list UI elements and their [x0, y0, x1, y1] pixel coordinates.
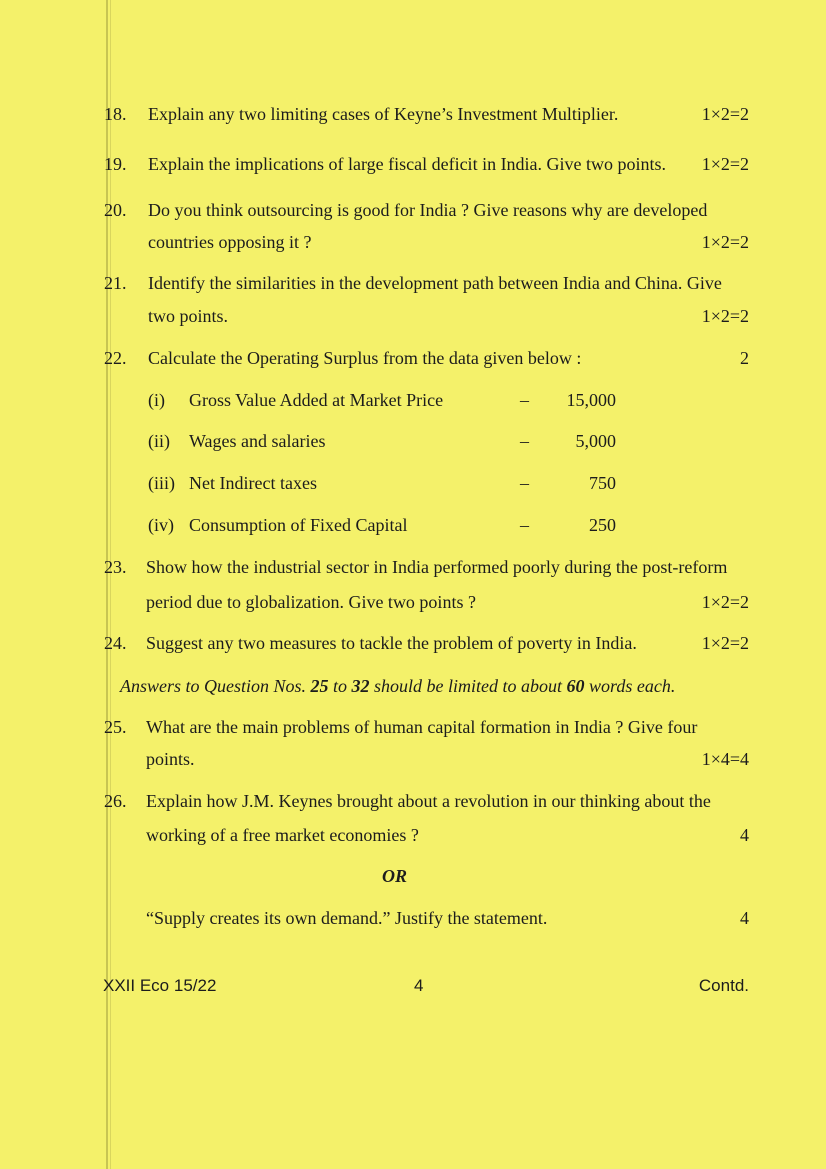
question-number: 24. [104, 633, 127, 653]
item-roman: (i) [148, 390, 165, 410]
question-number: 20. [104, 200, 127, 220]
item-dash: – [520, 473, 529, 493]
instruction-from: 25 [310, 676, 329, 696]
paper-code: XXII Eco 15/22 [103, 976, 217, 995]
question-number: 26. [104, 791, 127, 811]
question-marks: 4 [740, 825, 749, 845]
instruction-text: to [328, 676, 352, 696]
item-label: Net Indirect taxes [189, 473, 317, 493]
question-text: Calculate the Operating Surplus from the data given below : [148, 348, 582, 368]
question-marks: 1×2=2 [701, 104, 749, 124]
continued-label: Contd. [698, 976, 749, 995]
question-number: 23. [104, 557, 127, 577]
question-marks: 1×2=2 [701, 592, 749, 612]
question-marks: 1×2=2 [701, 633, 749, 653]
item-label: Consumption of Fixed Capital [189, 515, 408, 535]
item-value: 5,000 [575, 431, 616, 451]
question-text: Suggest any two measures to tackle the problem of poverty in India. [146, 633, 637, 653]
instruction-words: 60 [566, 676, 585, 696]
question-number: 19. [104, 154, 127, 174]
question-marks: 1×2=2 [701, 232, 749, 252]
item-dash: – [520, 515, 529, 535]
item-value: 250 [589, 515, 616, 535]
question-text: Show how the industrial sector in India performed poorly during the post-reform [146, 557, 728, 577]
question-text-cont: points. [146, 749, 195, 769]
item-label: Wages and salaries [189, 431, 326, 451]
section-instruction [120, 676, 675, 697]
question-text: Do you think outsourcing is good for India ? Give reasons why are developed [148, 200, 708, 220]
instruction-text: should be limited to about [369, 676, 567, 696]
question-text: Explain the implications of large fiscal deficit in India. Give two points. [148, 154, 667, 174]
page-number: 4 [414, 976, 424, 995]
question-marks: 1×2=2 [701, 154, 749, 174]
item-label: Gross Value Added at Market Price [189, 390, 444, 410]
question-text: Identify the similarities in the development path between India and China. Give [148, 273, 722, 293]
instruction-text: words each. [584, 676, 676, 696]
instruction-to: 32 [351, 676, 370, 696]
item-roman: (iii) [148, 473, 175, 493]
question-number: 22. [104, 348, 127, 368]
question-number: 21. [104, 273, 127, 293]
question-marks: 2 [740, 348, 749, 368]
item-roman: (iv) [148, 515, 174, 535]
question-text-cont: countries opposing it ? [148, 232, 312, 252]
item-value: 15,000 [566, 390, 616, 410]
question-number: 25. [104, 717, 127, 737]
question-marks: 1×4=4 [701, 749, 749, 769]
question-text-cont: period due to globalization. Give two points ? [146, 592, 476, 612]
question-text: What are the main problems of human capital formation in India ? Give four [146, 717, 698, 737]
question-text: Explain how J.M. Keynes brought about a revolution in our thinking about the [146, 791, 711, 811]
question-marks: 1×2=2 [701, 306, 749, 326]
or-separator: OR [382, 866, 408, 886]
question-marks: 4 [740, 908, 749, 928]
question-text-cont: working of a free market economies ? [146, 825, 419, 845]
question-text: “Supply creates its own demand.” Justify the statement. [146, 908, 548, 928]
question-text: Explain any two limiting cases of Keyne’s Investment Multiplier. [148, 104, 619, 124]
item-value: 750 [589, 473, 616, 493]
question-number: 18. [104, 104, 127, 124]
item-roman: (ii) [148, 431, 170, 451]
item-dash: – [520, 431, 529, 451]
item-dash: – [520, 390, 529, 410]
question-text-cont: two points. [148, 306, 229, 326]
instruction-text: Answers to Question Nos. [120, 676, 311, 696]
